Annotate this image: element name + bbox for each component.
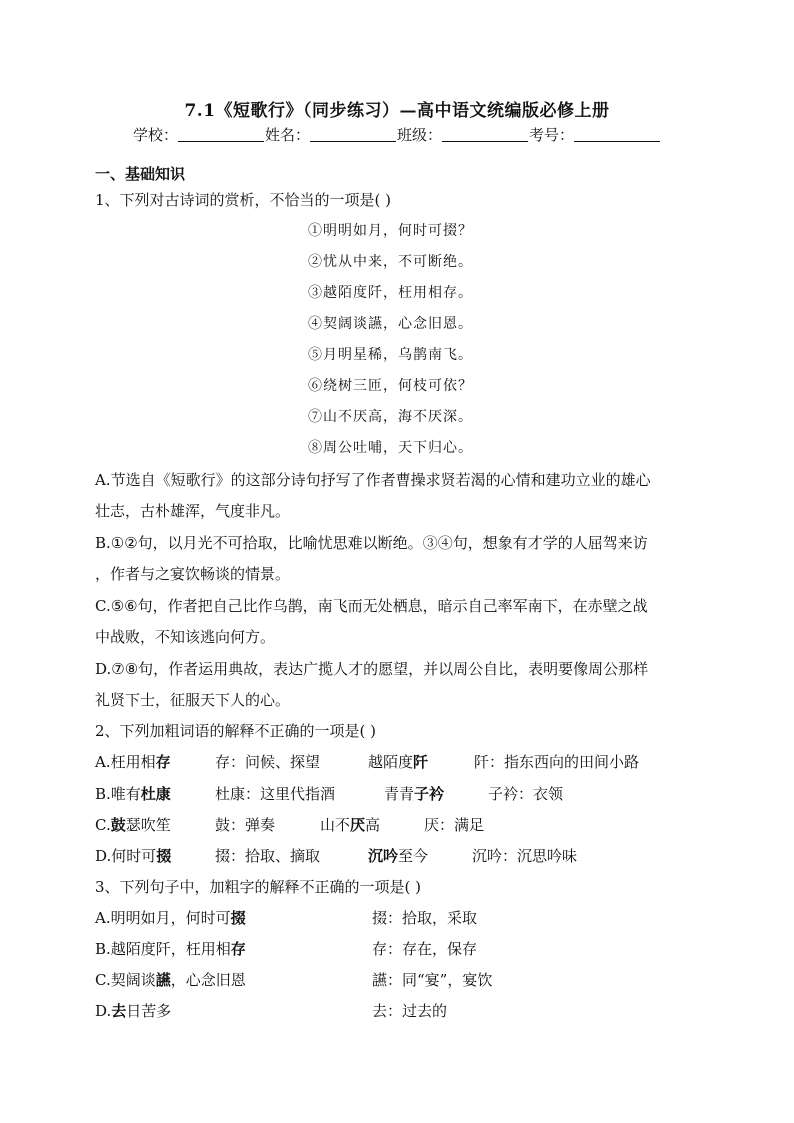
q2-option-a-expl: 存：问候、探望 (215, 753, 321, 771)
q1-option-d-cont: 礼贤下士，征服天下人的心。 (95, 691, 291, 709)
q1-option-a-cont: 壮志，古朴雄浑，气度非凡。 (95, 502, 291, 520)
q2-option-b-phrase2: 青青子衿 (384, 785, 445, 803)
q2-option-c-expl2: 厌：满足 (424, 816, 485, 834)
poem-line: ⑦山不厌高，海不厌深。 (308, 409, 473, 425)
q2-option-a-phrase: A.枉用相存 (95, 753, 171, 771)
school-label: 学校： (132, 126, 178, 144)
q3-option-a-expl: 掇：拾取，采取 (372, 909, 478, 927)
q3-option-d-expl: 去：过去的 (372, 1002, 448, 1020)
poem-line: ⑥绕树三匝，何枝可依？ (308, 378, 473, 394)
q3-option-c-sentence: C.契阔谈讌，心念旧恩 (95, 971, 246, 989)
class-field[interactable] (442, 127, 528, 142)
q1-stem: 1、下列对古诗词的赏析，不恰当的一项是( ) (95, 191, 392, 209)
poem-line: ④契阔谈讌，心念旧恩。 (308, 316, 473, 332)
student-info-line (0, 124, 794, 145)
q3-option-a-sentence: A.明明如月，何时可掇 (95, 909, 246, 927)
q2-option-d-expl2: 沉吟：沉思吟味 (472, 847, 578, 865)
q2-option-d-expl: 掇：拾取、摘取 (215, 847, 321, 865)
q1-option-d: D.⑦⑧句，作者运用典故，表达广揽人才的愿望，并以周公自比，表明要像周公那样 (95, 660, 649, 678)
q1-option-b-cont: ，作者与之宴饮畅谈的情景。 (95, 565, 291, 583)
poem-line: ②忧从中来，不可断绝。 (308, 254, 473, 270)
q2-option-b-phrase: B.唯有杜康 (95, 785, 171, 803)
poem-line: ①明明如月，何时可掇？ (308, 223, 473, 239)
page-title: 7.1《短歌行》（同步练习）—高中语文统编版必修上册 (184, 101, 610, 121)
poem-line: ⑤月明星稀，乌鹊南飞。 (308, 347, 473, 363)
q1-option-a: A.节选自《短歌行》的这部分诗句抒写了作者曹操求贤若渴的心情和建功立业的雄心 (95, 471, 651, 489)
exam-number-field[interactable] (574, 127, 660, 142)
q3-option-d-sentence: D.去日苦多 (95, 1002, 172, 1020)
q2-option-c-expl: 鼓：弹奏 (215, 816, 276, 834)
q1-option-c: C.⑤⑥句，作者把自己比作乌鹊，南飞而无处栖息，暗示自己率军南下，在赤壁之战 (95, 597, 648, 615)
section-heading: 一、基础知识 (95, 165, 186, 183)
name-field[interactable] (310, 127, 396, 142)
q2-option-a-expl2: 阡：指东西向的田间小路 (474, 753, 640, 771)
class-label: 班级： (397, 126, 443, 144)
q2-option-d-phrase2: 沉吟至今 (368, 847, 429, 865)
exam-number-label: 考号： (529, 126, 575, 144)
school-field[interactable] (178, 127, 264, 142)
q1-option-c-cont: 中战败，不知该逃向何方。 (95, 628, 276, 646)
q2-option-b-expl2: 子衿：衣领 (488, 785, 564, 803)
q3-stem: 3、下列句子中，加粗字的解释不正确的一项是( ) (95, 878, 422, 896)
q2-option-c-phrase: C.鼓瑟吹笙 (95, 816, 171, 834)
q2-option-b-expl: 杜康：这里代指酒 (215, 785, 336, 803)
q3-option-b-expl: 存：存在，保存 (372, 940, 478, 958)
q2-option-a-phrase2: 越陌度阡 (368, 753, 429, 771)
poem-line: ⑧周公吐哺，天下归心。 (308, 440, 473, 456)
q2-option-d-phrase: D.何时可掇 (95, 847, 172, 865)
q2-stem: 2、下列加粗词语的解释不正确的一项是( ) (95, 722, 377, 740)
q3-option-b-sentence: B.越陌度阡，枉用相存 (95, 940, 246, 958)
poem-line: ③越陌度阡，枉用相存。 (308, 285, 473, 301)
q2-option-c-phrase2: 山不厌高 (320, 816, 381, 834)
q1-option-b: B.①②句，以月光不可拾取，比喻忧思难以断绝。③④句，想象有才学的人屈驾来访 (95, 534, 648, 552)
q3-option-c-expl: 讌：同“宴”，宴饮 (372, 971, 493, 989)
name-label: 姓名： (264, 126, 310, 144)
